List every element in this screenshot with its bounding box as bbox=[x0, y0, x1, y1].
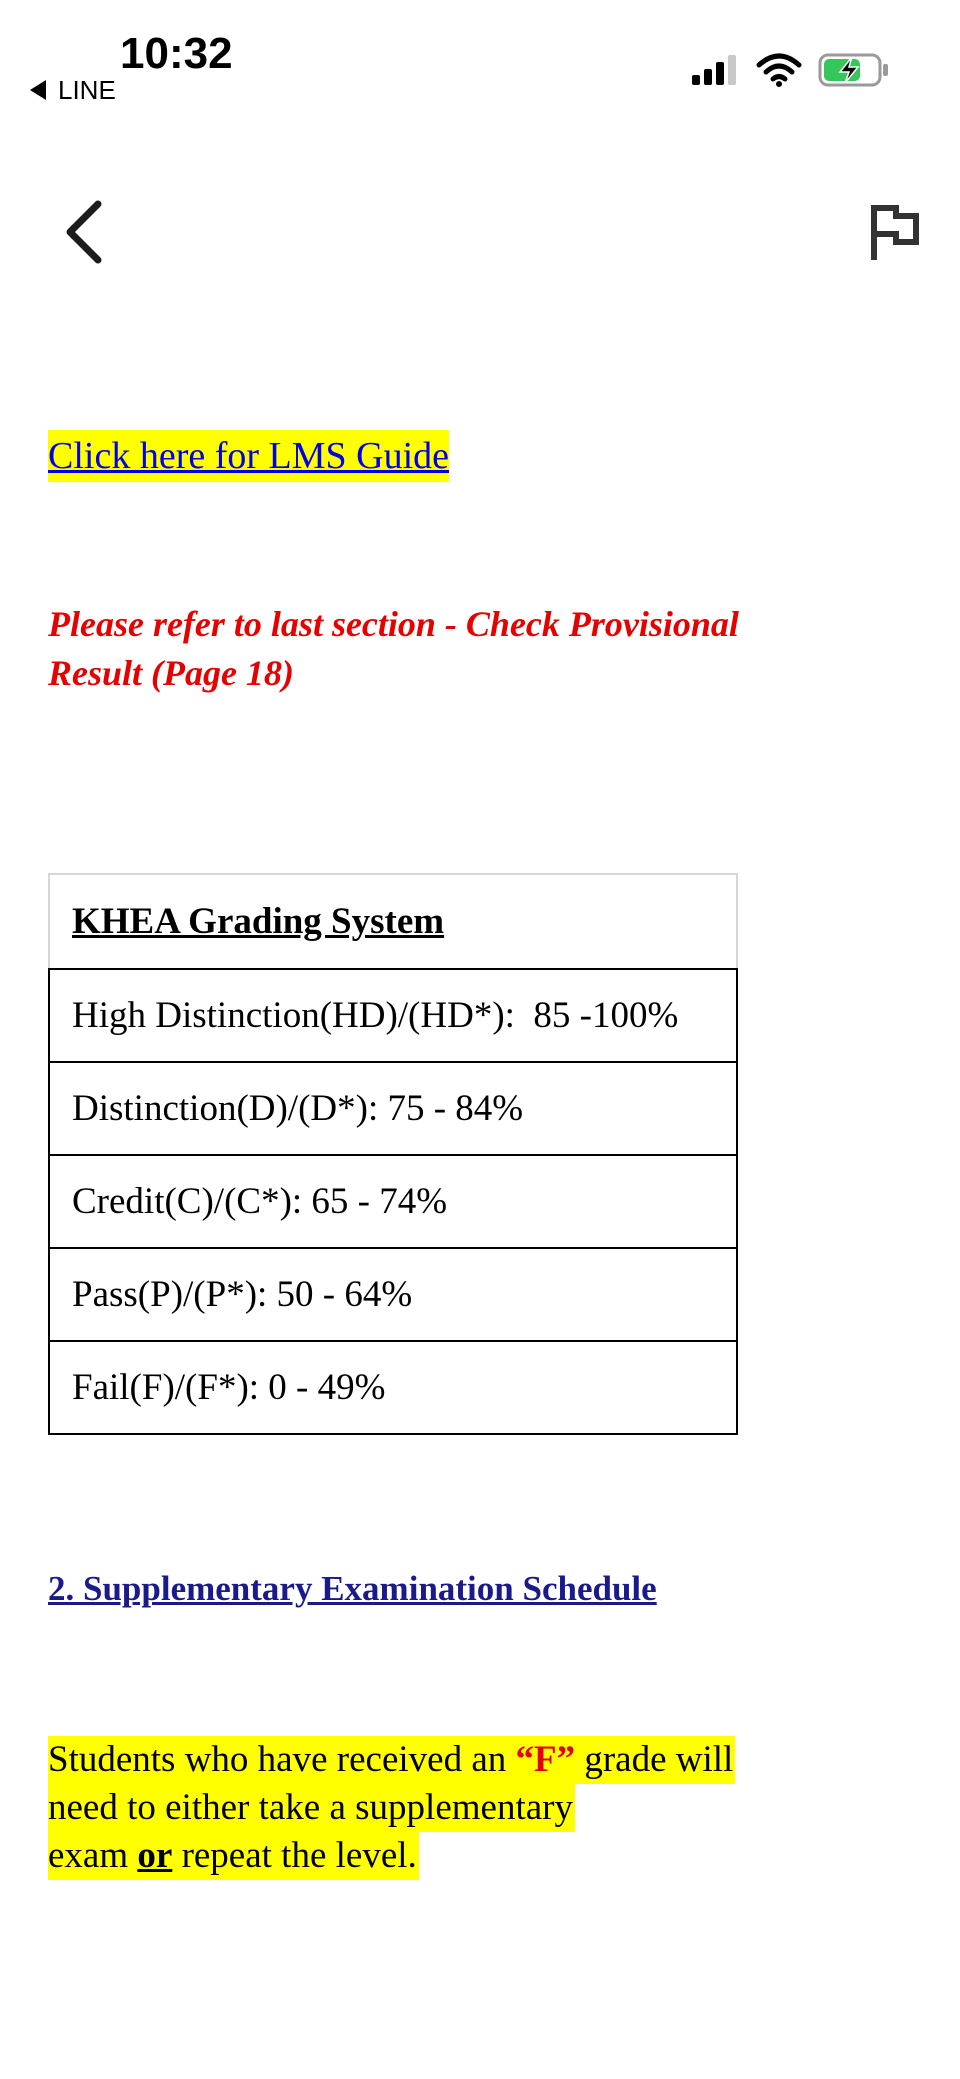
table-row bbox=[49, 1062, 737, 1155]
notice-line-1: Please refer to last section - Check Provisional bbox=[48, 604, 739, 644]
note-text: Students who have received an bbox=[48, 1739, 516, 1780]
cellular-signal-icon bbox=[690, 53, 740, 87]
lms-guide-link[interactable]: Click here for LMS Guide bbox=[48, 430, 449, 482]
table-row bbox=[49, 969, 737, 1062]
grading-system-table bbox=[48, 873, 738, 1435]
table-cell: High Distinction(HD)/(HD*): 85 -100% bbox=[49, 969, 737, 1062]
status-time: 10:32 bbox=[120, 29, 233, 78]
wifi-icon bbox=[756, 53, 802, 87]
status-icons bbox=[690, 52, 890, 88]
table-header-row bbox=[49, 874, 737, 969]
table-cell: Credit(C)/(C*): 65 - 74% bbox=[49, 1155, 737, 1248]
flag-icon[interactable] bbox=[866, 202, 922, 264]
back-app-label: LINE bbox=[58, 75, 116, 105]
table-row bbox=[49, 1155, 737, 1248]
table-cell: Fail(F)/(F*): 0 - 49% bbox=[49, 1341, 737, 1434]
notice-line-2: Result (Page 18) bbox=[48, 653, 294, 693]
back-triangle-icon bbox=[30, 80, 46, 100]
students-note bbox=[48, 1736, 808, 1880]
f-grade-text: “F” bbox=[515, 1739, 576, 1780]
table-cell: Pass(P)/(P*): 50 - 64% bbox=[49, 1248, 737, 1341]
table-header: KHEA Grading System bbox=[49, 874, 737, 969]
provisional-result-notice bbox=[48, 600, 808, 698]
or-emphasis-text: or bbox=[137, 1835, 173, 1876]
table-cell: Distinction(D)/(D*): 75 - 84% bbox=[49, 1062, 737, 1155]
chevron-left-icon[interactable] bbox=[58, 196, 114, 268]
table-row bbox=[49, 1248, 737, 1341]
supplementary-exam-heading-link[interactable]: 2. Supplementary Examination Schedule bbox=[48, 1569, 657, 1608]
note-text: exam bbox=[48, 1835, 138, 1876]
table-row bbox=[49, 1341, 737, 1434]
note-line-1 bbox=[48, 1736, 735, 1784]
note-line-2: need to either take a supplementary bbox=[48, 1784, 575, 1832]
battery-charging-icon bbox=[818, 52, 890, 88]
note-line-3 bbox=[48, 1832, 419, 1880]
note-text: grade will bbox=[575, 1739, 734, 1780]
note-text: repeat the level. bbox=[172, 1835, 417, 1876]
back-to-app-button[interactable] bbox=[30, 74, 116, 106]
